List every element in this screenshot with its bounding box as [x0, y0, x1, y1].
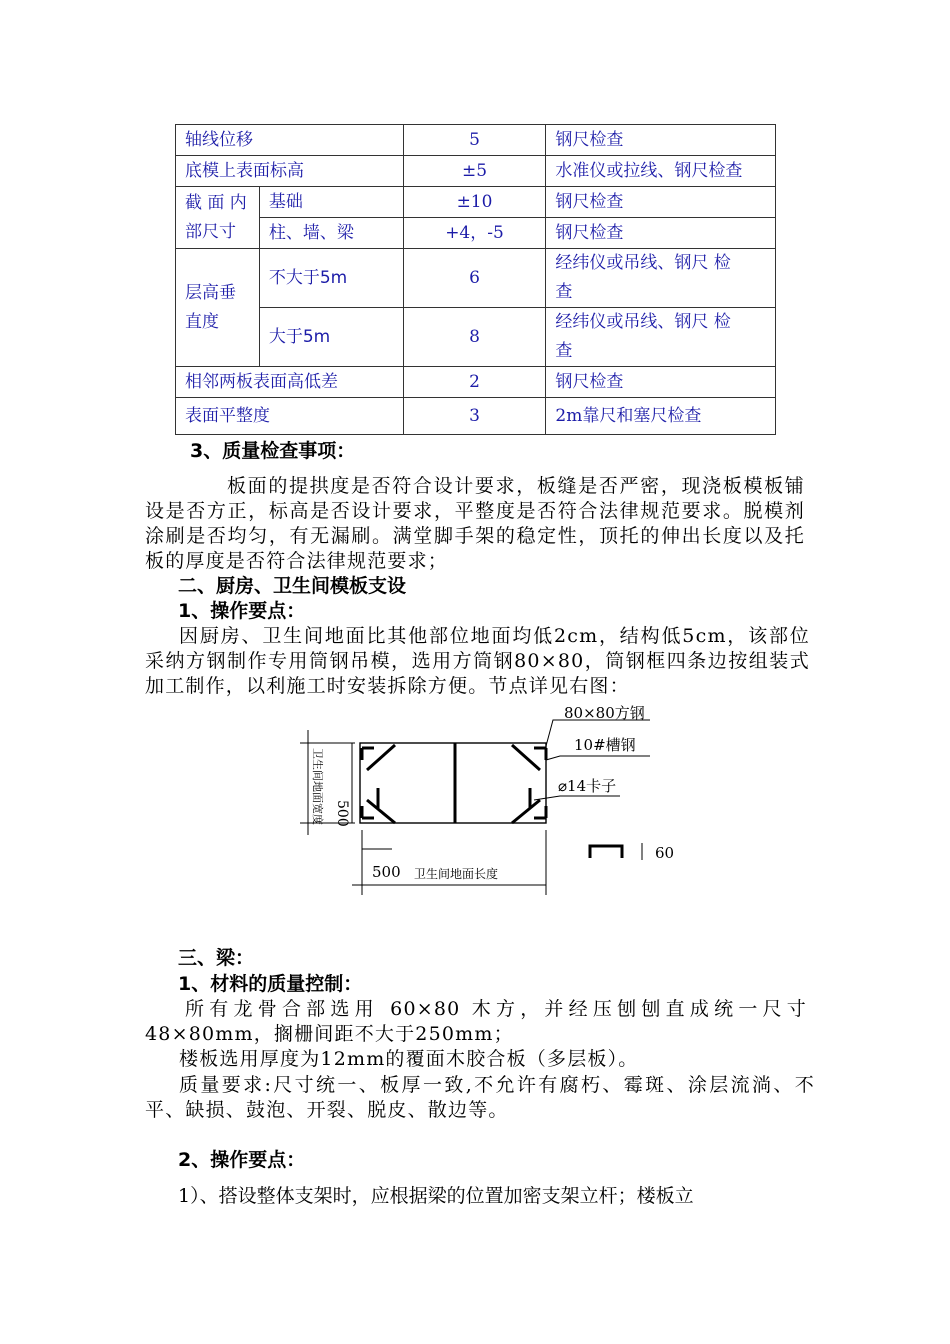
paragraph-quality-check: 板面的提拱度是否符合设计要求，板缝是否严密，现浇板模板铺设是否方正，标高是否设计要求，平整度是否符合法律规范要求。脱模剂涂刷是否均匀，有无漏刷。满堂脚手架的稳定性，顶托的伸出长度以及托板的厚度是否符合法律规范要求； — [145, 475, 805, 572]
sub-cell: 大于5m — [259, 308, 403, 367]
paragraph-keel: 所有龙骨合部选用 60×80 木方，并经压刨刨直成统一尺寸48×80mm，搁栅间距不大于250mm； — [145, 998, 807, 1045]
method-cell: 钢尺检查 — [546, 367, 776, 398]
item-cell: 相邻两板表面高低差 — [176, 367, 404, 398]
paragraph-support: 1）、搭设整体支架时，应根据梁的位置加密支架立杆；楼板立 — [178, 1185, 694, 1207]
label-length: 卫生间地面长度 — [414, 867, 499, 881]
label-tube: 80×80方钢 — [564, 704, 645, 722]
clamp-line — [512, 800, 540, 823]
section-heading-beam: 三、梁： — [178, 947, 255, 969]
value-cell: 2 — [403, 367, 546, 398]
label-width: 卫生间地面宽度 — [311, 748, 324, 825]
group-label-line2: 部尺寸 — [185, 221, 236, 242]
value-cell: 3 — [403, 398, 546, 435]
group-label-line2: 直度 — [185, 311, 219, 332]
subheading-material: 1、材料的质量控制： — [178, 973, 363, 995]
label-500-side: 500 — [334, 800, 350, 827]
label-500-bottom: 500 — [372, 863, 401, 881]
value-cell: +4，-5 — [403, 218, 546, 249]
paragraph-quality-requirement: 质量要求:尺寸统一、板厚一致,不允许有腐朽、霉斑、涂层流淌、不平、缺损、鼓泡、开裂、脱皮、散边等。 — [145, 1074, 815, 1121]
value-cell: 6 — [403, 249, 546, 308]
subheading-kitchen-operation: 1、操作要点： — [178, 600, 306, 622]
label-clamp: ⌀14卡子 — [558, 777, 617, 795]
value-cell: 8 — [403, 308, 546, 367]
method-line2: 查 — [555, 341, 573, 361]
group-label-line1: 截 面 内 — [185, 192, 247, 213]
sub-cell: 基础 — [259, 187, 403, 218]
subheading-operation: 2、操作要点： — [178, 1149, 306, 1171]
paragraph-board: 楼板选用厚度为12mm的覆面木胶合板（多层板）。 — [179, 1048, 639, 1070]
method-line1: 经纬仪或吊线、钢尺 检 — [555, 312, 731, 332]
section-heading-kitchen: 二、厨房、卫生间模板支设 — [178, 575, 407, 597]
item-cell: 表面平整度 — [176, 398, 404, 435]
item-cell: 底模上表面标高 — [176, 156, 404, 187]
label-60: 60 — [655, 844, 675, 862]
method-cell: 水准仪或拉线、钢尺检查 — [546, 156, 776, 187]
channel-section — [590, 846, 622, 858]
group-label-line1: 层高垂 — [185, 282, 236, 303]
sub-cell: 柱、墙、梁 — [259, 218, 403, 249]
tube-frame-outline — [360, 743, 546, 823]
label-channel: 10#槽钢 — [574, 736, 636, 754]
method-cell: 2m靠尺和塞尺检查 — [546, 398, 776, 435]
method-cell: 钢尺检查 — [546, 125, 776, 156]
paragraph-kitchen: 因厨房、卫生间地面比其他部位地面均低2cm，结构低5cm，该部位采纳方钢制作专用筒钢吊模，选用方筒钢80×80，筒钢框四条边按组装式加工制作，以利施工时安装拆除方便。节点详见右图： — [145, 625, 810, 697]
value-cell: ±5 — [403, 156, 546, 187]
section-heading-quality-check: 3、质量检查事项： — [190, 440, 356, 462]
value-cell: ±10 — [403, 187, 546, 218]
leader-clamp — [534, 796, 620, 800]
method-cell: 钢尺检查 — [546, 218, 776, 249]
value-cell: 5 — [403, 125, 546, 156]
method-line1: 经纬仪或吊线、钢尺 检 — [555, 253, 731, 273]
method-line2: 查 — [555, 282, 573, 302]
sub-cell: 不大于5m — [259, 249, 403, 308]
leader-channel — [546, 756, 650, 760]
method-cell: 钢尺检查 — [546, 187, 776, 218]
item-cell: 轴线位移 — [176, 125, 404, 156]
clamp-line — [367, 800, 395, 823]
